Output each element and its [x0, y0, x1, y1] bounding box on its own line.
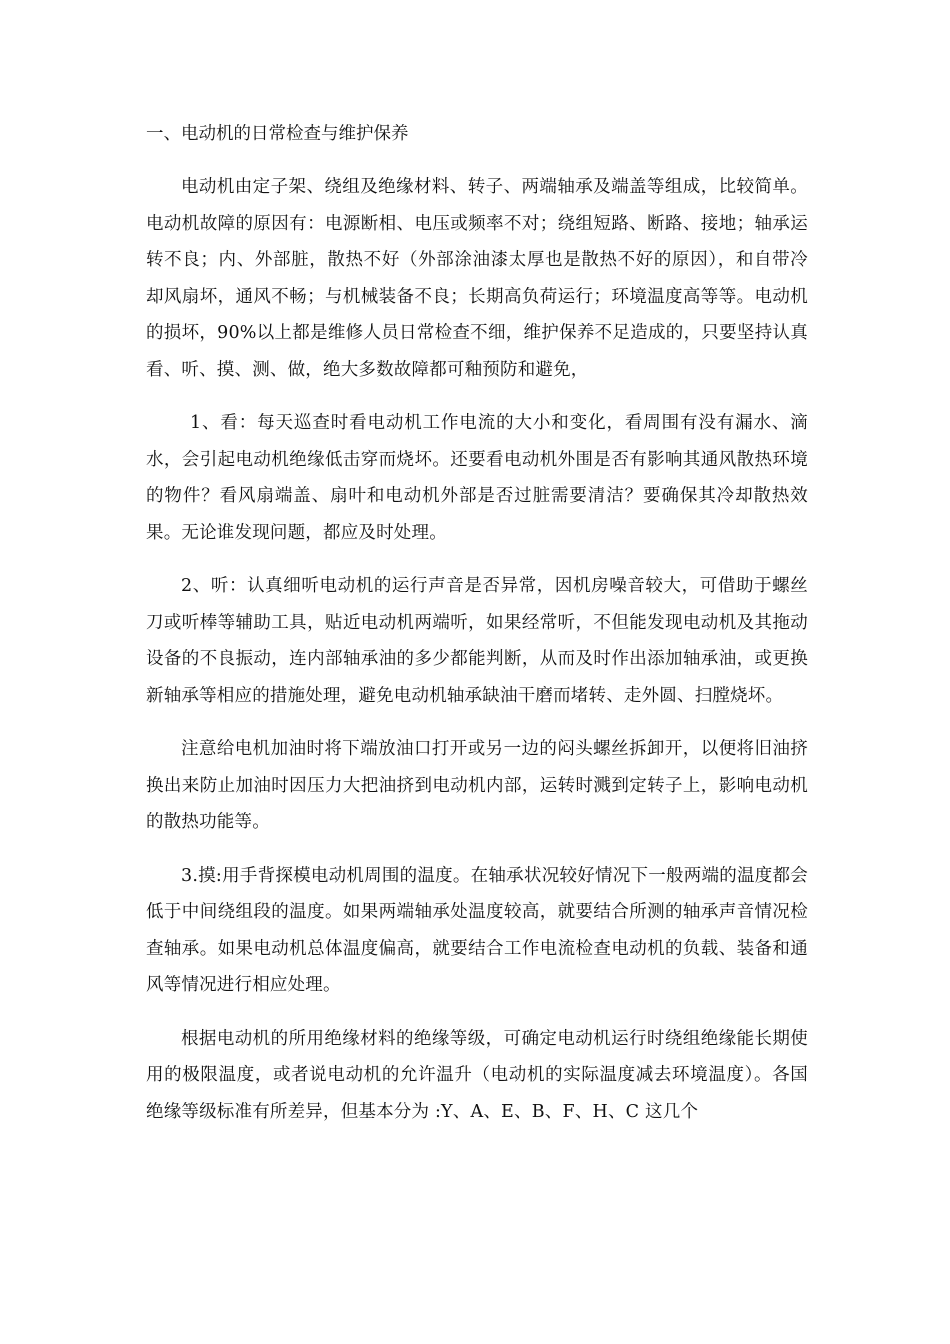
paragraph-oiling-note: 注意给电机加油时将下端放油口打开或另一边的闷头螺丝拆卸开，以便将旧油挤换出来防止加油时因压力大把油挤到电动机内部，运转时溅到定转子上，影响电动机的散热功能等。: [146, 739, 808, 832]
paragraph-insulation-class: 根据电动机的所用绝缘材料的绝缘等级，可确定电动机运行时绕组绝缘能长期使用的极限温度，或者说电动机的允许温升（电动机的实际温度减去环境温度）。各国绝缘等级标准有所差异，但基本分为 :Y、A、E、B、F、H、C 这几个: [146, 1028, 808, 1122]
paragraph-touch: 3.摸:用手背探模电动机周围的温度。在轴承状况较好情况下一般两端的温度都会低于中间绕组段的温度。如果两端轴承处温度较高，就要结合所测的轴承声音情况检查轴承。如果电动机总体温度偏高，就要结合工作电流检查电动机的负载、装备和通风等情况进行相应处理。: [146, 865, 808, 995]
section-heading: 一、电动机的日常检查与维护保养: [146, 124, 409, 144]
paragraph-look: 1、看：每天巡查时看电动机工作电流的大小和变化，看周围有没有漏水、滴水，会引起电动机绝缘低击穿而烧坏。还要看电动机外围是否有影响其通风散热环境的物件？看风扇端盖、扇叶和电动机外部是否过脏需要清洁？要确保其冷却散热效果。无论谁发现问题，都应及时处理。: [146, 413, 808, 543]
paragraph-listen: 2、听：认真细听电动机的运行声音是否异常，因机房噪音较大，可借助于螺丝刀或听棒等辅助工具，贴近电动机两端听，如果经常听，不但能发现电动机及其拖动设备的不良振动，连内部轴承油的多少都能判断，从而及时作出添加轴承油，或更换新轴承等相应的措施处理，避免电动机轴承缺油干磨而堵转、走外圆、扫膛烧坏。: [146, 576, 808, 706]
document-body: [146, 116, 808, 1147]
paragraph-motor-overview: 电动机由定子架、绕组及绝缘材料、转子、两端轴承及端盖等组成，比较简单。电动机故障的原因有：电源断相、电压或频率不对；绕组短路、断路、接地；轴承运转不良；内、外部脏，散热不好（外部涂油漆太厚也是散热不好的原因），和自带冷却风扇坏，通风不畅；与机械装备不良；长期高负荷运行；环境温度高等等。电动机的损坏，90%以上都是维修人员日常检查不细，维护保养不足造成的，只要坚持认真看、听、摸、测、做，绝大多数故障都可釉预防和避免，: [146, 177, 808, 380]
